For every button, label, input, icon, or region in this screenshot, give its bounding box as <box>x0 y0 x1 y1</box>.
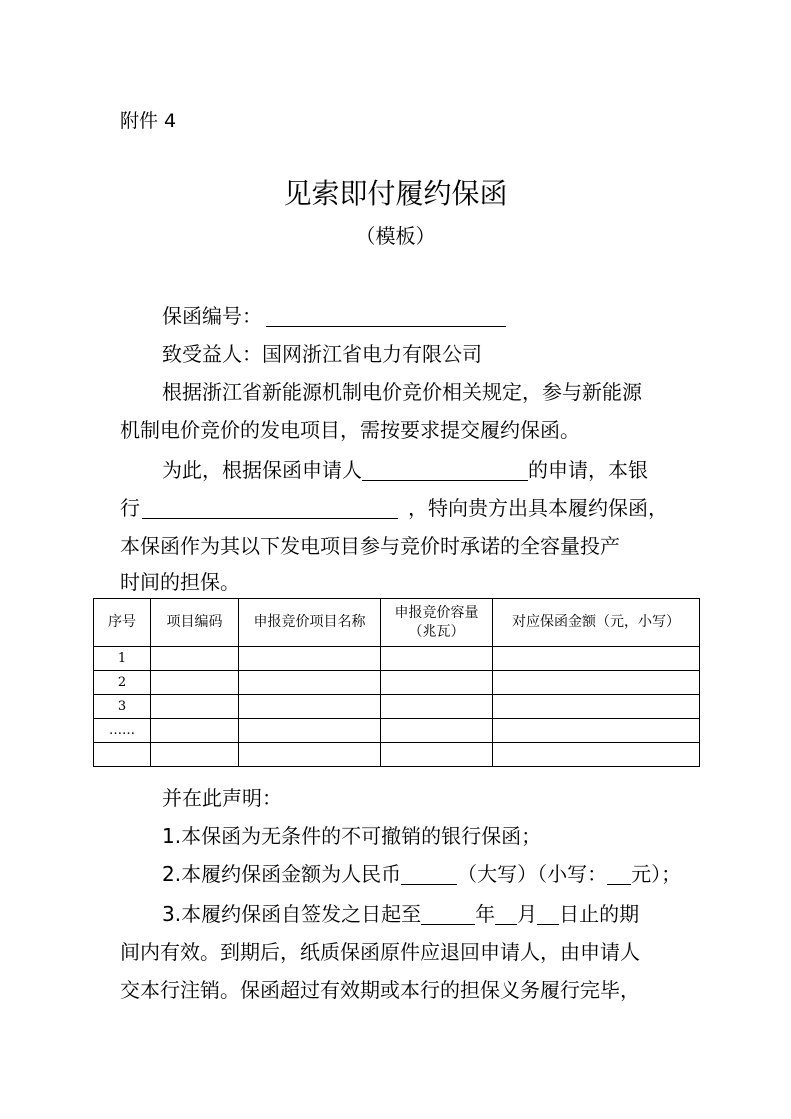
table-row <box>94 743 700 767</box>
cell-project-code <box>151 719 239 743</box>
amount-figures-blank <box>607 864 631 885</box>
declaration-item1: 1.本保函为无条件的不可撤销的银行保函； <box>162 824 542 848</box>
year-label: 年 <box>475 902 496 926</box>
cell-capacity <box>381 743 493 767</box>
document-title: 见索即付履约保函 <box>283 177 508 210</box>
cell-amount <box>493 671 700 695</box>
month-label: 月 <box>517 902 538 926</box>
header-project-name: 申报竞价项目名称 <box>239 599 381 647</box>
declaration-item3-line1 <box>162 898 639 927</box>
cell-amount <box>493 647 700 671</box>
cell-capacity <box>381 695 493 719</box>
paragraph2-line1 <box>162 454 648 483</box>
item2-prefix: 2.本履约保函金额为人民币 <box>162 862 402 886</box>
table-row <box>94 671 700 695</box>
cell-project-name <box>239 719 381 743</box>
declaration-item3-line2: 间内有效。到期后，纸质保函原件应退回申请人，由申请人 <box>120 940 640 964</box>
cell-project-name <box>239 743 381 767</box>
bank-blank <box>142 498 398 519</box>
cell-capacity <box>381 671 493 695</box>
beneficiary-line: 致受益人：国网浙江省电力有限公司 <box>162 342 482 366</box>
cell-capacity <box>381 719 493 743</box>
annex-label: 附件 4 <box>120 110 177 132</box>
cell-project-code <box>151 647 239 671</box>
applicant-prefix: 为此，根据保函申请人 <box>162 458 362 482</box>
cell-amount <box>493 695 700 719</box>
declaration-intro: 并在此声明： <box>162 786 282 810</box>
project-table <box>93 598 700 767</box>
table-row <box>94 695 700 719</box>
cell-project-name <box>239 647 381 671</box>
day-label: 日止的期 <box>559 902 640 926</box>
cell-project-code <box>151 671 239 695</box>
cell-project-name <box>239 695 381 719</box>
table-row <box>94 647 700 671</box>
table-row <box>94 719 700 743</box>
cell-serial <box>94 743 151 767</box>
paragraph2-line4: 时间的担保。 <box>120 570 240 594</box>
header-capacity <box>381 599 493 647</box>
cell-capacity <box>381 647 493 671</box>
cell-amount <box>493 719 700 743</box>
header-amount: 对应保函金额（元，小写） <box>493 599 700 647</box>
header-capacity-label: 申报竞价容量 （兆瓦） <box>394 604 479 640</box>
item2-middle: （大写）（小写： <box>457 862 608 886</box>
guarantee-number-line <box>162 300 506 329</box>
declaration-item2 <box>162 858 681 887</box>
paragraph1-line2: 机制电价竞价的发电项目，需按要求提交履约保函。 <box>120 418 580 442</box>
paragraph2-line3: 本保函作为其以下发电项目参与竞价时承诺的全容量投产 <box>120 534 620 558</box>
cell-serial: 2 <box>94 671 151 695</box>
paragraph2-line2 <box>120 492 668 521</box>
amount-words-blank <box>401 864 457 885</box>
bank-prefix: 行 <box>120 496 140 520</box>
bank-suffix: ，特向贵方出具本履约保函， <box>408 496 668 520</box>
cell-project-code <box>151 743 239 767</box>
day-blank <box>537 904 559 925</box>
item2-suffix: 元）； <box>631 862 682 886</box>
cell-serial: …… <box>94 719 151 743</box>
cell-serial: 1 <box>94 647 151 671</box>
header-serial: 序号 <box>94 599 151 647</box>
applicant-blank <box>362 460 528 481</box>
cell-amount <box>493 743 700 767</box>
cell-project-code <box>151 695 239 719</box>
paragraph1-line1: 根据浙江省新能源机制电价竞价相关规定，参与新能源 <box>162 380 642 404</box>
applicant-suffix: 的申请，本银 <box>528 458 648 482</box>
cell-project-name <box>239 671 381 695</box>
table-header-row <box>94 599 700 647</box>
item3-prefix: 3.本履约保函自签发之日起至 <box>162 902 422 926</box>
cell-serial: 3 <box>94 695 151 719</box>
document-subtitle: （模板） <box>355 224 436 248</box>
declaration-item3-line3: 交本行注销。保函超过有效期或本行的担保义务履行完毕， <box>120 978 640 1002</box>
header-project-code: 项目编码 <box>151 599 239 647</box>
month-blank <box>495 904 517 925</box>
year-blank <box>421 904 475 925</box>
guarantee-number-label: 保函编号： <box>162 304 262 328</box>
guarantee-number-blank <box>266 306 506 327</box>
